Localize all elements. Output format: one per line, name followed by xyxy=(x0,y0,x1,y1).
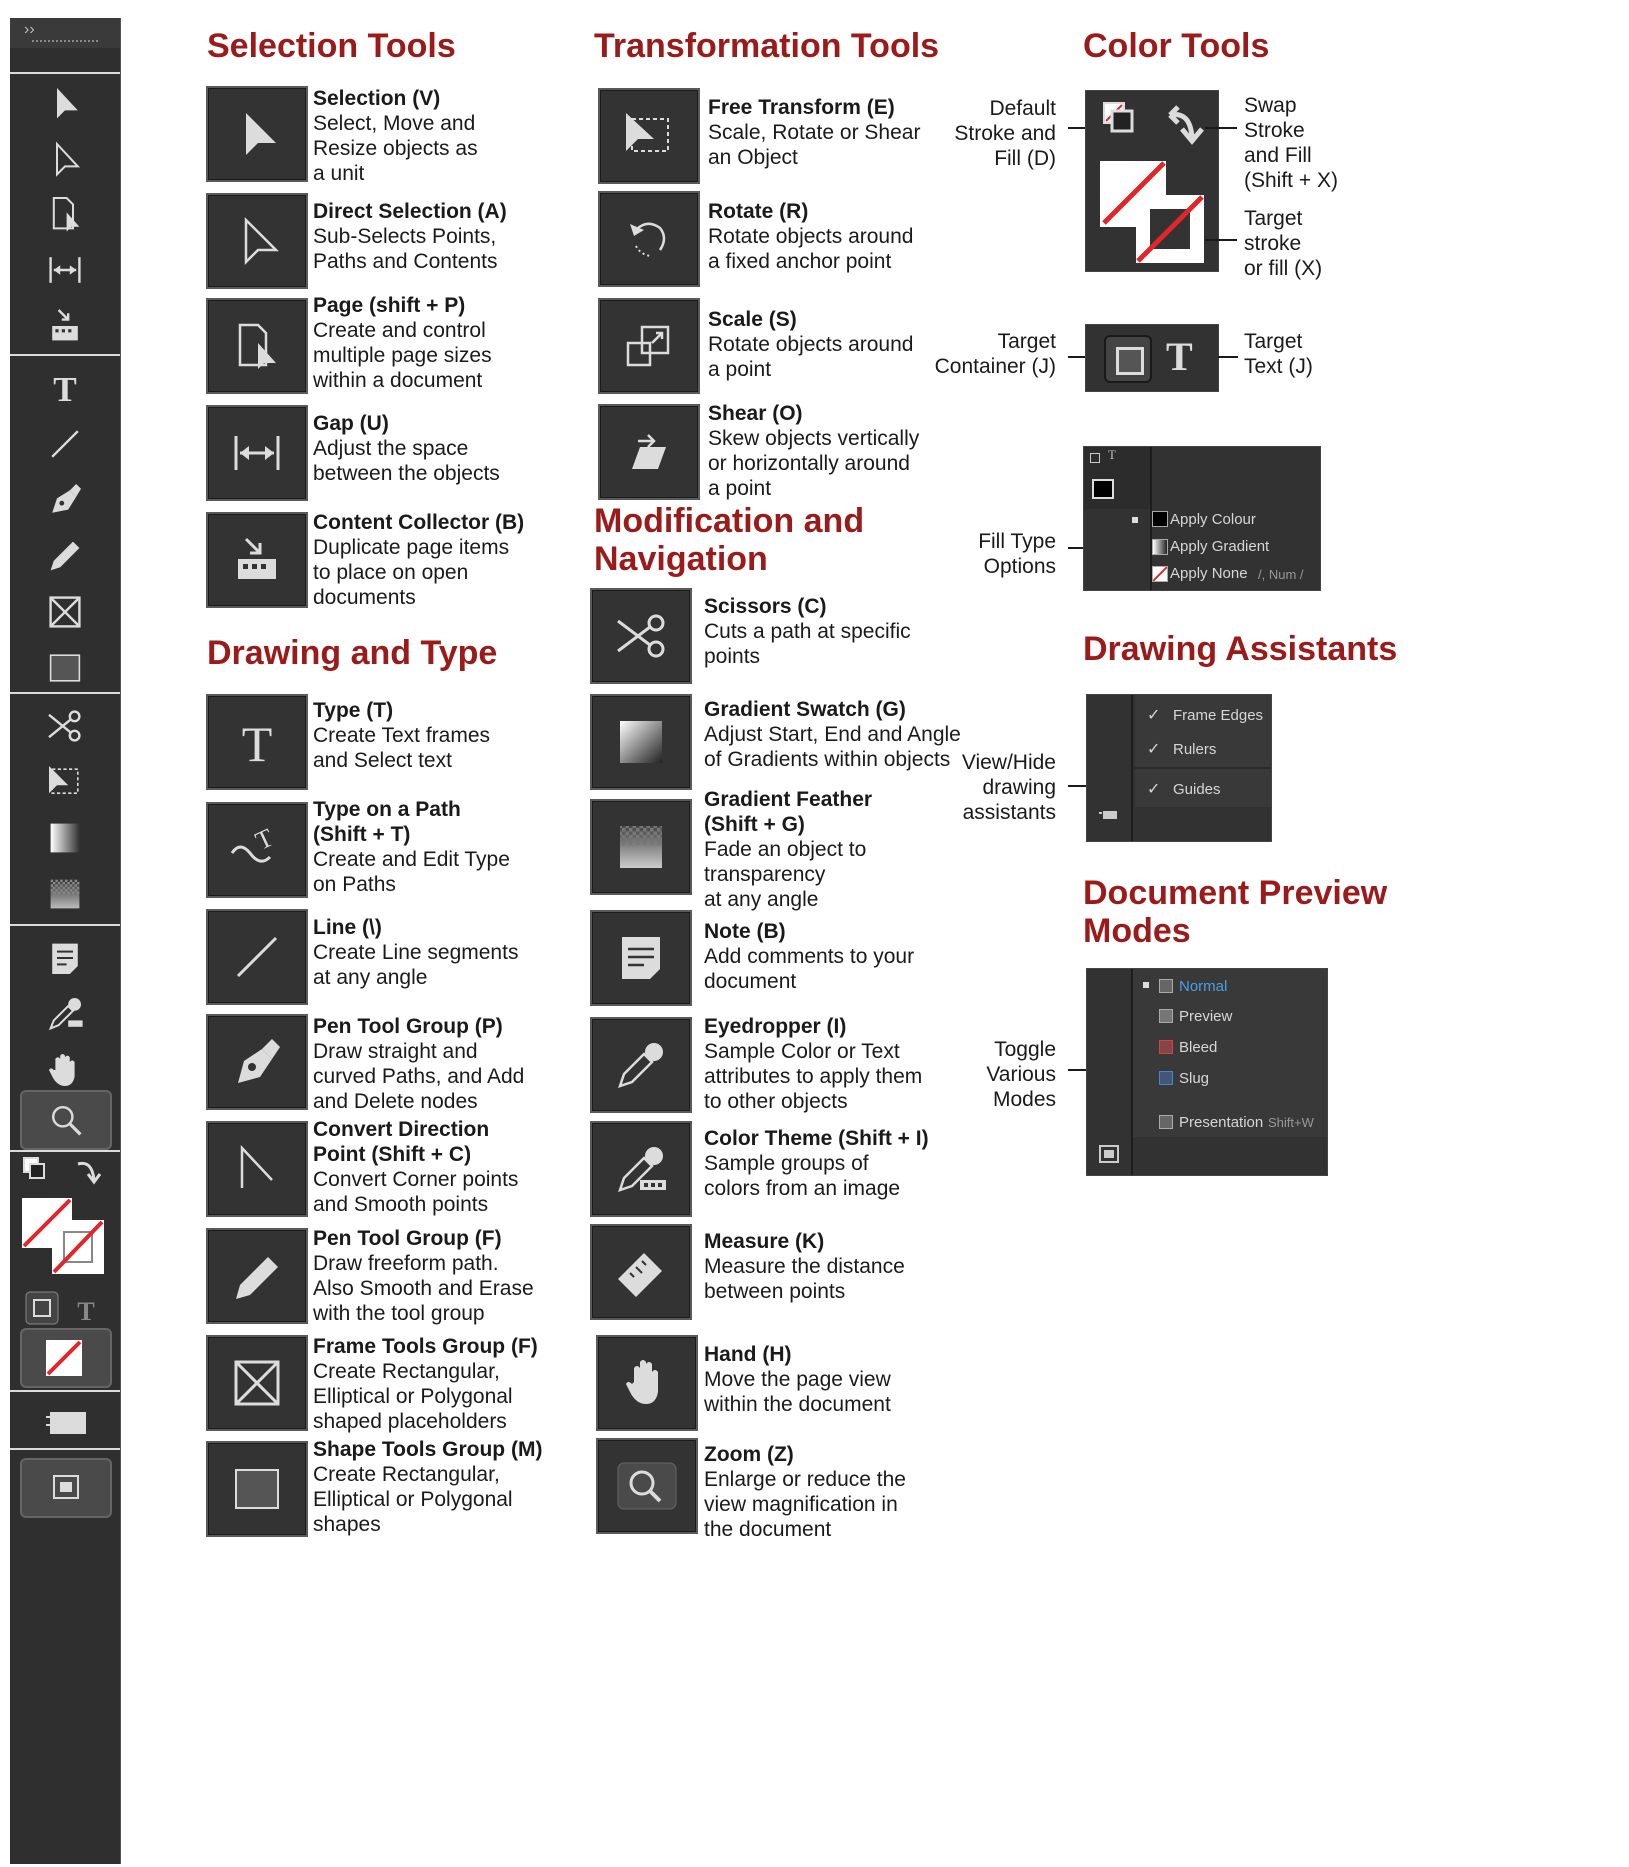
gradient-feather-icon[interactable] xyxy=(35,868,95,920)
page-tool-tile xyxy=(208,300,306,392)
modification-heading-2: Navigation xyxy=(594,540,768,578)
free-transform-icon xyxy=(616,103,682,169)
swap-stroke-fill-label: Swap Stroke and Fill (Shift + X) xyxy=(1244,94,1338,192)
scissors-icon xyxy=(608,603,674,669)
apply-none-shortcut: /, Num / xyxy=(1258,567,1304,582)
scissors-icon[interactable] xyxy=(35,700,95,752)
callout-line xyxy=(1205,127,1237,129)
container-text-panel xyxy=(1085,324,1219,392)
check-icon: ✓ xyxy=(1147,781,1161,798)
frame-icon xyxy=(224,1350,290,1416)
pencil-tool-desc: Pen Tool Group (F) Draw freeform path. Also Smooth and Erase with the tool group xyxy=(313,1227,534,1325)
preview-items xyxy=(1133,969,1327,1137)
free-transform-icon[interactable] xyxy=(35,756,95,808)
shape-tool-desc: Shape Tools Group (M) Create Rectangular, Elliptical or Polygonal shapes xyxy=(313,1438,543,1536)
menu-divider xyxy=(1131,695,1133,841)
selection-icon xyxy=(224,101,290,167)
svg-text:T: T xyxy=(77,1297,95,1326)
measure-icon xyxy=(608,1239,674,1305)
line-tool-tile xyxy=(208,911,306,1003)
type-tool-tile xyxy=(208,696,306,788)
rectangle-icon[interactable] xyxy=(35,642,95,694)
shear-icon xyxy=(616,419,682,485)
assistants-menu xyxy=(1086,694,1272,842)
line-icon xyxy=(224,924,290,990)
tools-panel xyxy=(10,18,121,1864)
line-icon[interactable] xyxy=(35,418,95,470)
measure-tool-desc: Measure (K) Measure the distance between points xyxy=(704,1230,905,1303)
type-icon xyxy=(224,709,290,775)
note-icon xyxy=(608,925,674,991)
toolbar-divider xyxy=(10,72,120,74)
preview-mode-icon xyxy=(1159,1009,1173,1023)
pencil-tool-tile xyxy=(208,1230,306,1322)
gradient-swatch-icon xyxy=(608,709,674,775)
pen-icon xyxy=(224,1029,290,1095)
pen-icon[interactable] xyxy=(35,474,95,526)
frame-tool-desc: Frame Tools Group (F) Create Rectangular, Elliptical or Polygonal shaped placeholders xyxy=(313,1335,538,1433)
note-icon[interactable] xyxy=(35,932,95,984)
presentation-shortcut: Shift+W xyxy=(1268,1115,1314,1130)
content-collector-icon xyxy=(224,527,290,593)
hand-tool-desc: Hand (H) Move the page view within the document xyxy=(704,1343,891,1416)
mini-toolbar xyxy=(1084,447,1150,509)
direct-selection-desc: Direct Selection (A) Sub-Selects Points, Paths and Contents xyxy=(313,200,507,273)
selection-tool-desc: Selection (V) Select, Move and Resize objects as a unit xyxy=(313,87,478,185)
default-stroke-fill-label: Default Stroke and Fill (D) xyxy=(954,97,1056,170)
target-container-button[interactable] xyxy=(1104,335,1152,383)
svg-text:T: T xyxy=(53,369,77,409)
collapse-icon[interactable]: ›› xyxy=(24,21,35,38)
rotate-tool-desc: Rotate (R) Rotate objects around a fixed anchor point xyxy=(708,200,914,273)
guides-item[interactable]: Guides xyxy=(1173,781,1221,798)
callout-line xyxy=(1068,356,1086,358)
scale-tool-desc: Scale (S) Rotate objects around a point xyxy=(708,308,914,381)
toolbar-divider xyxy=(10,354,120,356)
scale-tool-tile xyxy=(600,300,698,392)
callout-line xyxy=(1218,356,1238,358)
convert-direction-desc: Convert Direction Point (Shift + C) Convert Corner points and Smooth points xyxy=(313,1118,519,1216)
selected-bullet xyxy=(1132,517,1138,523)
page-tool-desc: Page (shift + P) Create and control multiple page sizes within a document xyxy=(313,294,492,392)
panel-header[interactable] xyxy=(10,18,120,48)
eyedropper-tool-tile xyxy=(592,1019,690,1111)
selection-icon[interactable] xyxy=(35,78,95,130)
eyedropper-tool-desc: Eyedropper (I) Sample Color or Text attributes to apply them to other objects xyxy=(704,1015,923,1113)
shear-tool-tile xyxy=(600,406,698,498)
gap-tool-icon[interactable] xyxy=(35,244,95,296)
zoom-tool-tile xyxy=(598,1440,696,1532)
check-icon: ✓ xyxy=(1147,741,1161,758)
gradient-swatch-tile xyxy=(592,696,690,788)
fill-type-menu xyxy=(1083,446,1321,591)
gradient-swatch-icon[interactable] xyxy=(35,812,95,864)
color-theme-tile xyxy=(592,1123,690,1215)
zoom-tool-desc: Zoom (Z) Enlarge or reduce the view magnification in the document xyxy=(704,1443,906,1541)
normal-mode-icon xyxy=(1159,979,1173,993)
gap-tool-desc: Gap (U) Adjust the space between the objects xyxy=(313,412,500,485)
drawing-assistants-heading: Drawing Assistants xyxy=(1083,630,1398,668)
preview-mode-item[interactable]: Preview xyxy=(1179,1008,1233,1025)
rulers-item[interactable]: Rulers xyxy=(1173,741,1217,758)
view-hide-label: View/Hide drawing assistants xyxy=(961,751,1056,824)
hand-tool-tile xyxy=(598,1337,696,1429)
free-transform-tile xyxy=(600,90,698,182)
rotate-tool-tile xyxy=(600,193,698,285)
frame-edges-item[interactable]: Frame Edges xyxy=(1173,707,1264,724)
preview-modes-menu xyxy=(1086,968,1328,1176)
check-icon: ✓ xyxy=(1147,707,1161,724)
content-collector-desc: Content Collector (B) Duplicate page items to place on open documents xyxy=(313,511,525,609)
apply-colour-swatch xyxy=(1152,511,1168,527)
apply-gradient-item[interactable]: Apply Gradient xyxy=(1170,538,1270,555)
toolbar-divider xyxy=(10,924,120,926)
content-collector-tile xyxy=(208,514,306,606)
gradient-feather-desc: Gradient Feather (Shift + G) Fade an object to transparency at any angle xyxy=(704,788,873,911)
rectangle-icon xyxy=(224,1456,290,1522)
slug-mode-item[interactable]: Slug xyxy=(1179,1070,1210,1087)
note-tool-desc: Note (B) Add comments to your document xyxy=(704,920,915,993)
eyedropper-icon[interactable] xyxy=(35,988,95,1040)
toolbar-divider xyxy=(10,1448,120,1450)
screen-mode-icon[interactable] xyxy=(1099,1145,1119,1163)
apply-none-swatch xyxy=(1152,566,1168,582)
direct-selection-tile xyxy=(208,195,306,287)
toolbar-divider xyxy=(10,1150,120,1152)
convert-direction-icon xyxy=(224,1136,290,1202)
bleed-mode-item[interactable]: Bleed xyxy=(1179,1039,1218,1056)
gradient-swatch-desc: Gradient Swatch (G) Adjust Start, End and Angle of Gradients within objects xyxy=(704,698,961,771)
screen-mode-icon[interactable] xyxy=(40,1404,100,1440)
line-tool-desc: Line (\) Create Line segments at any angle xyxy=(313,916,519,989)
pen-tool-desc: Pen Tool Group (P) Draw straight and curved Paths, and Add and Delete nodes xyxy=(313,1015,525,1113)
pen-tool-tile xyxy=(208,1016,306,1108)
menu-separator xyxy=(1135,767,1271,769)
content-collector-icon[interactable] xyxy=(35,300,95,352)
svg-text:T: T xyxy=(251,822,278,856)
fill-stroke-swatch[interactable] xyxy=(20,1196,110,1278)
type-icon[interactable] xyxy=(35,362,95,414)
fill-type-label: Fill Type Options xyxy=(978,530,1056,578)
shear-tool-desc: Shear (O) Skew objects vertically or horizontally around a point xyxy=(708,402,920,500)
presentation-mode-icon xyxy=(1159,1115,1173,1129)
callout-line xyxy=(1068,1069,1086,1071)
apply-colour-item[interactable]: Apply Colour xyxy=(1170,511,1256,528)
page-tool-icon xyxy=(224,313,290,379)
color-swatch[interactable] xyxy=(1092,479,1114,499)
zoom-button[interactable] xyxy=(20,1090,112,1150)
scale-icon xyxy=(616,313,682,379)
fill-menu-items xyxy=(1150,509,1320,590)
target-container-label: Target Container (J) xyxy=(934,330,1056,378)
rotate-icon xyxy=(616,206,682,272)
direct-selection-icon xyxy=(224,208,290,274)
pencil-icon xyxy=(224,1243,290,1309)
container-icon xyxy=(1116,347,1144,375)
container-icon xyxy=(1090,453,1100,463)
svg-text:T: T xyxy=(241,716,273,772)
scissors-tool-tile xyxy=(592,590,690,682)
normal-mode-item[interactable]: Normal xyxy=(1179,978,1228,995)
selection-tool-tile xyxy=(208,88,306,180)
page-tool-icon[interactable] xyxy=(35,188,95,240)
document-preview-heading-2: Modes xyxy=(1083,912,1191,950)
gradient-feather-icon xyxy=(608,814,674,880)
zoom-icon xyxy=(36,1094,96,1146)
gradient-feather-tile xyxy=(592,801,690,893)
apply-none-item[interactable]: Apply None xyxy=(1170,565,1248,582)
hand-icon xyxy=(614,1350,680,1416)
target-text-label: Target Text (J) xyxy=(1244,330,1313,378)
text-target-icon[interactable]: T xyxy=(1166,334,1193,379)
slug-mode-icon xyxy=(1159,1071,1173,1085)
measure-tool-tile xyxy=(592,1226,690,1318)
color-theme-icon xyxy=(608,1136,674,1202)
color-tools-heading: Color Tools xyxy=(1083,27,1270,65)
callout-line xyxy=(1205,239,1237,241)
target-stroke-fill-label: Target stroke or fill (X) xyxy=(1244,207,1323,280)
hand-icon[interactable] xyxy=(35,1044,95,1096)
default-swap-row xyxy=(22,1156,108,1196)
color-theme-desc: Color Theme (Shift + I) Sample groups of colors from an image xyxy=(704,1127,929,1200)
assistants-items xyxy=(1135,695,1271,807)
gap-tool-icon xyxy=(224,420,290,486)
zoom-icon xyxy=(614,1453,680,1519)
default-colors-icon[interactable] xyxy=(22,1156,108,1196)
bleed-mode-icon xyxy=(1159,1040,1173,1054)
direct-selection-icon[interactable] xyxy=(35,134,95,186)
selected-bullet xyxy=(1143,982,1149,988)
apply-gradient-swatch xyxy=(1152,539,1168,555)
free-transform-desc: Free Transform (E) Scale, Rotate or Shear an Object xyxy=(708,96,921,169)
swap-icon[interactable] xyxy=(1170,107,1202,141)
type-on-path-desc: Type on a Path (Shift + T) Create and Edit Type on Paths xyxy=(313,798,510,896)
apply-none-button[interactable] xyxy=(20,1328,112,1388)
eyedropper-icon xyxy=(608,1032,674,1098)
stroke-swatch[interactable] xyxy=(1136,195,1204,263)
document-preview-heading-1: Document Preview xyxy=(1083,874,1388,912)
selection-tools-heading: Selection Tools xyxy=(207,27,456,65)
toggle-modes-label: Toggle Various Modes xyxy=(986,1038,1056,1111)
frame-tool-tile xyxy=(208,1337,306,1429)
pencil-icon[interactable] xyxy=(35,530,95,582)
convert-direction-tile xyxy=(208,1123,306,1215)
drawing-type-heading: Drawing and Type xyxy=(207,634,498,672)
type-on-path-icon xyxy=(224,817,290,883)
type-on-path-tile xyxy=(208,804,306,896)
presentation-mode-item[interactable]: Presentation xyxy=(1179,1114,1264,1131)
view-options-icon[interactable] xyxy=(1099,807,1121,821)
type-tool-desc: Type (T) Create Text frames and Select text xyxy=(313,699,491,772)
container-text-row xyxy=(24,1290,110,1330)
transformation-tools-heading: Transformation Tools xyxy=(594,27,940,65)
modification-heading-1: Modification and xyxy=(594,502,865,540)
scissors-tool-desc: Scissors (C) Cuts a path at specific points xyxy=(704,595,911,668)
shape-tool-tile xyxy=(208,1443,306,1535)
note-tool-tile xyxy=(592,912,690,1004)
fill-stroke-panel xyxy=(1085,90,1219,272)
gap-tool-tile xyxy=(208,407,306,499)
default-colors-icon[interactable] xyxy=(1104,103,1132,131)
preview-mode-button[interactable] xyxy=(20,1458,112,1518)
frame-icon[interactable] xyxy=(35,586,95,638)
toolbar-divider xyxy=(10,1390,120,1392)
text-target-icon: T xyxy=(1108,447,1116,462)
grip-icon[interactable] xyxy=(32,40,98,48)
